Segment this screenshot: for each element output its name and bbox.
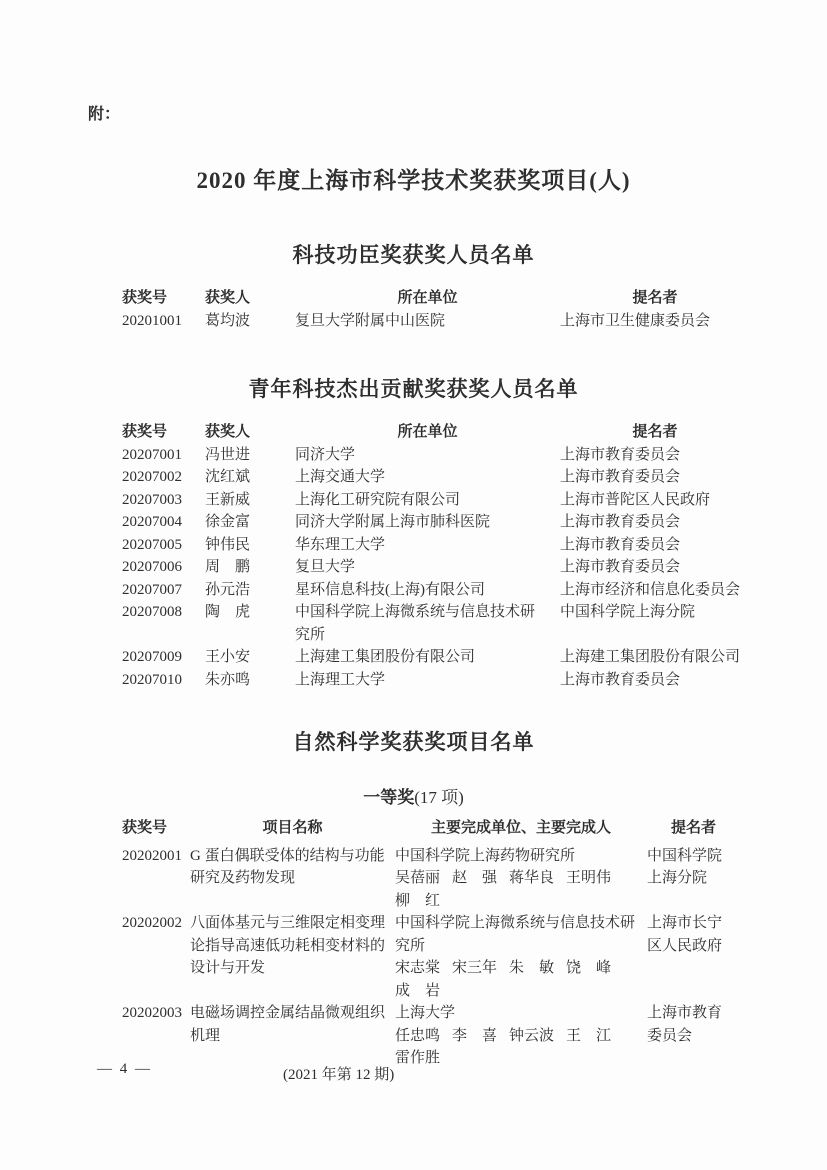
table-row xyxy=(122,511,750,534)
award-number-cell: 20207009 xyxy=(122,649,182,665)
column-header: 所在单位 xyxy=(397,290,458,306)
column-header: 项目名称 xyxy=(262,820,323,836)
award-number-cell: 20207004 xyxy=(122,514,182,530)
award-number-cell: 20202003 xyxy=(122,1005,182,1021)
project-name-cell: 电磁场调控金属结晶微观组织机理 xyxy=(190,1005,386,1044)
table-header-row xyxy=(122,421,750,444)
contributor-name: 成 岩 xyxy=(395,982,441,999)
nominator-cell: 中国科学院上海分院 xyxy=(560,604,696,620)
attachment-label: 附： xyxy=(88,106,121,123)
organization-contributors-cell xyxy=(395,845,647,913)
organization-line: 中国科学院上海微系统与信息技术研究所 xyxy=(395,915,636,954)
nominator-cell: 上海市教育委员会 xyxy=(560,469,681,485)
table-row xyxy=(122,489,750,512)
table-row xyxy=(122,444,750,467)
nominator-cell: 上海市教育委员会 xyxy=(560,671,681,688)
contributors-line xyxy=(395,957,640,1002)
award-number-cell: 20201001 xyxy=(122,312,182,329)
awardee-cell: 孙元浩 xyxy=(205,581,251,598)
table-row xyxy=(122,534,750,557)
contributor-name: 雷作胜 xyxy=(395,1050,441,1066)
section-heading-youth-award: 青年科技杰出贡献奖获奖人员名单 xyxy=(248,377,579,401)
organization-line: 上海大学 xyxy=(395,1005,456,1021)
first-prize-label: 一等奖 xyxy=(363,788,415,807)
nominator-cell: 中国科学院上海分院 xyxy=(647,847,723,886)
awardee-cell: 王新威 xyxy=(205,491,251,508)
award-number-cell: 20207005 xyxy=(122,536,182,553)
nominator-cell: 上海市教育委员会 xyxy=(647,1005,723,1044)
contributor-name: 蒋华良 xyxy=(509,870,555,886)
project-name-cell: 八面体基元与三维限定相变理论指导高速低功耗相变材料的设计与开发 xyxy=(190,915,386,976)
award-number-cell: 20207010 xyxy=(122,671,182,688)
awardee-cell: 朱亦鸣 xyxy=(205,671,251,688)
merit-award-table xyxy=(122,287,750,332)
table-header-row xyxy=(122,287,750,310)
nominator-cell: 上海市经济和信息化委员会 xyxy=(560,581,741,598)
contributor-name: 赵 强 xyxy=(452,870,498,886)
subheading-first-prize xyxy=(0,783,827,808)
table-row xyxy=(122,579,750,602)
column-header: 提名者 xyxy=(670,820,716,836)
youth-award-table xyxy=(122,421,750,691)
organization-cell: 上海化工研究院有限公司 xyxy=(295,491,461,508)
nominator-cell: 上海建工集团股份有限公司 xyxy=(560,649,741,665)
column-header: 获奖号 xyxy=(122,290,168,306)
awardee-cell: 葛均波 xyxy=(205,312,251,329)
table-row xyxy=(122,1002,740,1070)
contributor-name: 钟云波 xyxy=(509,1027,555,1044)
page-title: 2020 年度上海市科学技术奖获奖项目(人) xyxy=(196,168,631,193)
contributor-name: 宋三年 xyxy=(452,960,498,976)
footer-issue-label: (2021 年第 12 期) xyxy=(283,1067,395,1083)
award-number-cell: 20207001 xyxy=(122,446,182,463)
contributor-name: 吴蓓丽 xyxy=(395,870,441,886)
footer-page-number: — 4 — xyxy=(97,1061,152,1077)
nominator-cell: 上海市卫生健康委员会 xyxy=(560,312,711,329)
first-prize-count: (17 项) xyxy=(414,788,464,807)
organization-line: 中国科学院上海药物研究所 xyxy=(395,847,576,864)
awardee-cell: 冯世进 xyxy=(205,446,251,463)
nominator-cell: 上海市教育委员会 xyxy=(560,446,681,463)
nominator-cell: 上海市长宁区人民政府 xyxy=(647,915,723,954)
contributor-name: 饶 峰 xyxy=(566,960,612,976)
awardee-cell: 陶 虎 xyxy=(205,604,251,620)
column-header: 获奖号 xyxy=(122,820,168,836)
table-row xyxy=(122,601,750,646)
awardee-cell: 周 鹏 xyxy=(205,559,251,575)
award-number-cell: 20207006 xyxy=(122,559,182,575)
awardee-cell: 沈红斌 xyxy=(205,469,251,485)
table-row xyxy=(122,310,750,333)
table-row xyxy=(122,669,750,692)
contributor-name: 王明伟 xyxy=(566,870,612,886)
project-name-cell: G 蛋白偶联受体的结构与功能研究及药物发现 xyxy=(190,847,385,886)
organization-cell: 复旦大学附属中山医院 xyxy=(295,312,446,329)
award-number-cell: 20202001 xyxy=(122,847,182,864)
organization-cell: 华东理工大学 xyxy=(295,536,386,553)
nominator-cell: 上海市教育委员会 xyxy=(560,514,681,530)
natural-science-award-table xyxy=(122,817,740,1070)
organization-cell: 中国科学院上海微系统与信息技术研究所 xyxy=(295,604,536,643)
column-header: 提名者 xyxy=(632,290,678,306)
organization-cell: 上海理工大学 xyxy=(295,671,386,688)
award-number-cell: 20207007 xyxy=(122,581,182,598)
awardee-cell: 钟伟民 xyxy=(205,536,251,553)
contributors-line xyxy=(395,867,640,912)
section-heading-natural-science-award: 自然科学奖获奖项目名单 xyxy=(292,730,535,754)
contributor-name: 王 江 xyxy=(566,1027,612,1044)
awardee-cell: 徐金富 xyxy=(205,514,251,530)
table-row xyxy=(122,646,750,669)
organization-contributors-cell xyxy=(395,912,647,1002)
contributor-name: 任忠鸣 xyxy=(395,1027,441,1044)
table-row xyxy=(122,845,740,913)
table-row xyxy=(122,466,750,489)
column-header: 获奖人 xyxy=(205,424,251,440)
contributor-name: 宋志棠 xyxy=(395,960,441,976)
contributor-name: 李 喜 xyxy=(452,1027,498,1044)
awardee-cell: 王小安 xyxy=(205,649,251,665)
column-header: 主要完成单位、主要完成人 xyxy=(430,820,611,836)
table-row xyxy=(122,912,740,1002)
nominator-cell: 上海市教育委员会 xyxy=(560,536,681,553)
table-header-row xyxy=(122,817,740,840)
organization-cell: 同济大学 xyxy=(295,446,356,463)
organization-cell: 上海建工集团股份有限公司 xyxy=(295,649,476,665)
section-heading-merit-award: 科技功臣奖获奖人员名单 xyxy=(292,243,535,267)
table-row xyxy=(122,556,750,579)
column-header: 获奖人 xyxy=(205,290,251,306)
contributor-name: 朱 敏 xyxy=(509,960,555,976)
award-number-cell: 20202002 xyxy=(122,915,182,931)
organization-cell: 星环信息科技(上海)有限公司 xyxy=(295,581,485,598)
contributors-line xyxy=(395,1025,640,1070)
award-number-cell: 20207002 xyxy=(122,469,182,485)
column-header: 提名者 xyxy=(632,424,678,440)
nominator-cell: 上海市普陀区人民政府 xyxy=(560,491,711,508)
award-number-cell: 20207008 xyxy=(122,604,182,620)
organization-contributors-cell xyxy=(395,1002,647,1070)
organization-cell: 复旦大学 xyxy=(295,559,356,575)
award-number-cell: 20207003 xyxy=(122,491,182,508)
organization-cell: 上海交通大学 xyxy=(295,469,386,485)
column-header: 所在单位 xyxy=(397,424,458,440)
nominator-cell: 上海市教育委员会 xyxy=(560,559,681,575)
contributor-name: 柳 红 xyxy=(395,892,441,909)
organization-cell: 同济大学附属上海市肺科医院 xyxy=(295,514,491,530)
column-header: 获奖号 xyxy=(122,424,168,440)
